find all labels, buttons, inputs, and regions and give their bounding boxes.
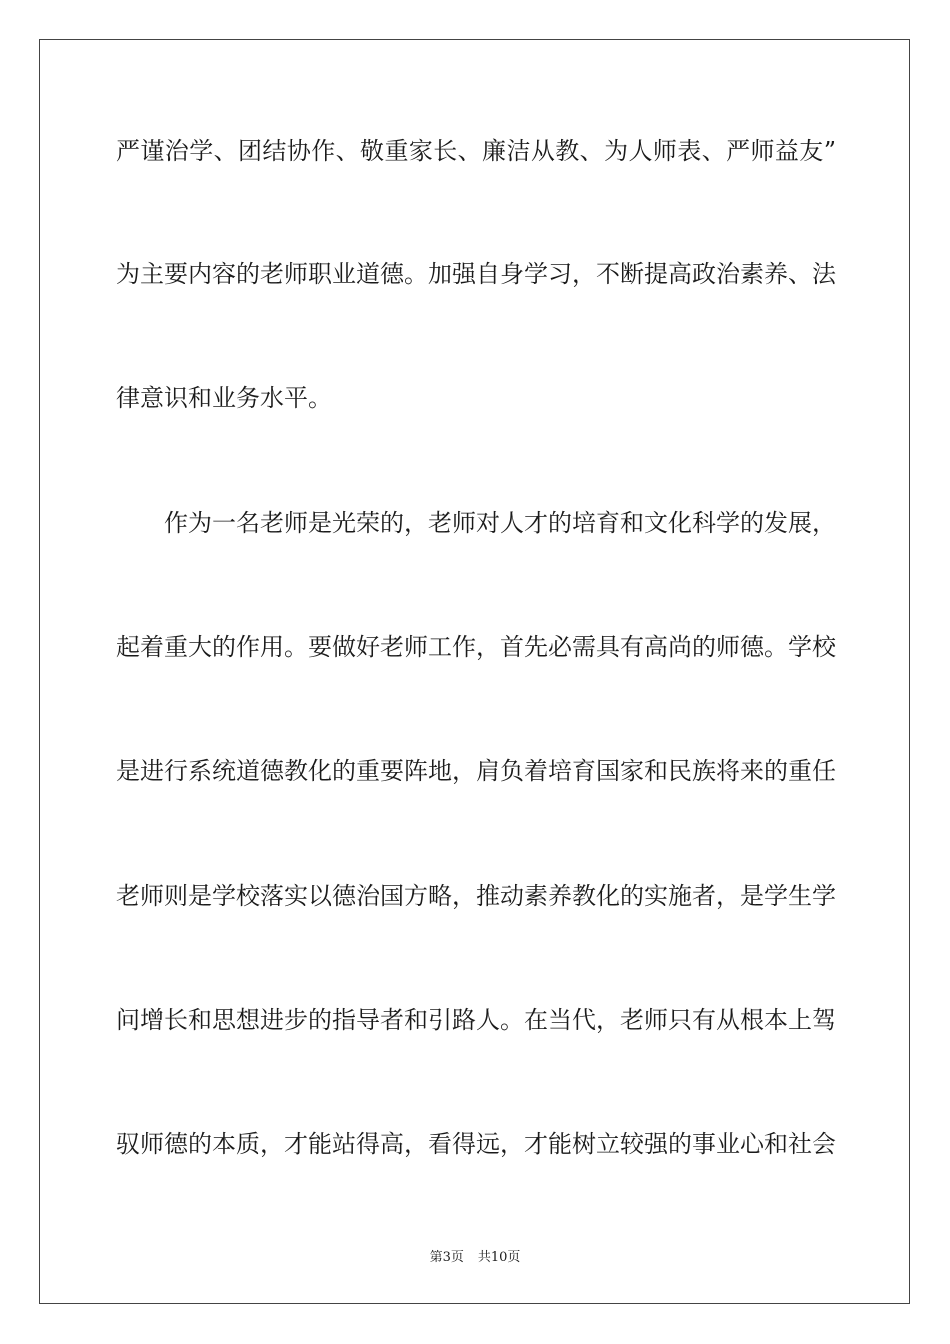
body-text-line: 是进行系统道德教化的重要阵地，肩负着培育国家和民族将来的重任	[116, 757, 836, 785]
body-text-line: 老师则是学校落实以德治国方略，推动素养教化的实施者，是学生学	[116, 882, 836, 910]
paragraph-first-line: 作为一名老师是光荣的，老师对人才的培育和文化科学的发展，	[164, 509, 836, 537]
body-text-line: 严谨治学、团结协作、敬重家长、廉洁从教、为人师表、严师益友”	[116, 137, 836, 165]
body-text-line: 问增长和思想进步的指导者和引路人。在当代，老师只有从根本上驾	[116, 1006, 836, 1034]
page-border	[39, 39, 910, 1304]
page-footer	[0, 1246, 950, 1265]
body-text-line: 律意识和业务水平。	[116, 384, 332, 412]
body-text-line: 起着重大的作用。要做好老师工作，首先必需具有高尚的师德。学校	[116, 633, 836, 661]
body-text-line: 为主要内容的老师职业道德。加强自身学习，不断提高政治素养、法	[116, 260, 836, 288]
body-text-line: 驭师德的本质，才能站得高，看得远，才能树立较强的事业心和社会	[116, 1130, 836, 1158]
page-total: 共10页	[477, 1250, 521, 1265]
page-number: 第3页	[429, 1250, 464, 1265]
